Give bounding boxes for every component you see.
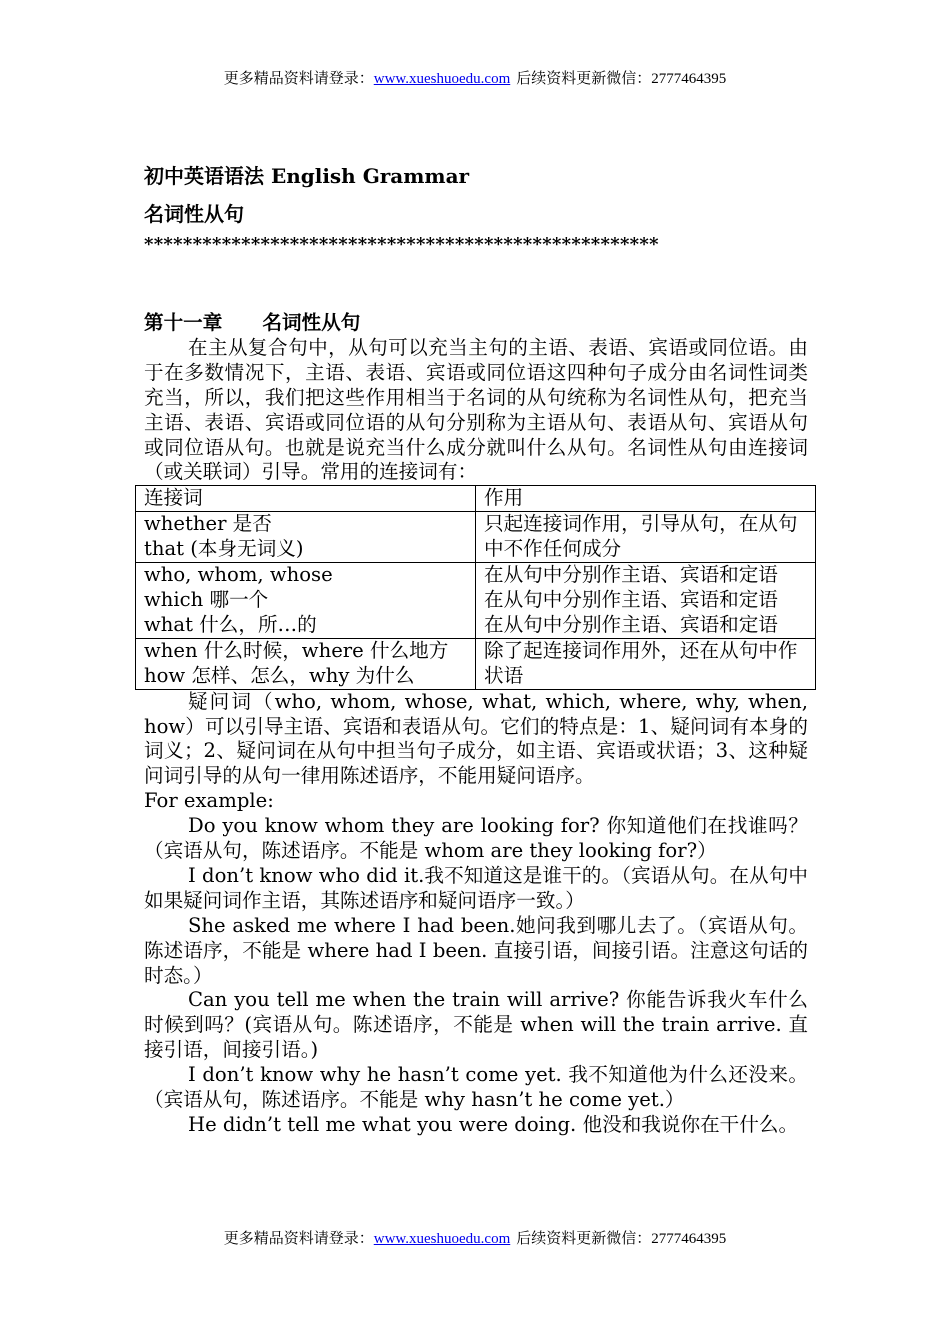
table-cell: 在从句中分别作主语、宾语和定语 在从句中分别作主语、宾语和定语 在从句中分别作主语、宾语和定语 <box>476 563 816 639</box>
connective-table <box>135 485 816 689</box>
chapter-heading <box>144 311 808 336</box>
footer-link[interactable]: www.xueshuoedu.com <box>373 1231 511 1247</box>
header-suffix: 后续资料更新微信：2777464395 <box>516 71 727 87</box>
document-title: 初中英语语法 English Grammar <box>144 164 470 188</box>
page-footer <box>0 1227 950 1248</box>
intro-paragraph: 在主从复合句中，从句可以充当主句的主语、表语、宾语或同位语。由于在多数情况下，主语、表语、宾语或同位语这四种句子成分由名词性词类充当，所以，我们把这些作用相当于名词的从句统称为名词性从句，把充当主语、表语、宾语或同位语的从句分别称为主语从句、表语从句、宾语从句或同位语从句。也就是说充当什么成分就叫什么从句。名词性从句由连接词（或关联词）引导。常用的连接词有： <box>144 335 808 484</box>
table-header-cell: 连接词 <box>136 486 476 512</box>
table-row <box>136 563 816 639</box>
table-cell: when 什么时候，where 什么地方 how 怎样、怎么，why 为什么 <box>136 638 476 689</box>
table-header-row <box>136 486 816 512</box>
header-prefix: 更多精品资料请登录： <box>223 71 374 87</box>
question-words-paragraph: 疑问词（who, whom, whose, what, which, where, why, when, how）可以引导主语、宾语和表语从句。它们的特点是：1、疑问词有本身的词义；2、疑问词在从句中担当句子成分，如主语、宾语或状语；3、这种疑问词引导的从句一律用陈述语序，不能用疑问语序。 <box>144 689 808 788</box>
example-paragraph: Can you tell me when the train will arrive? 你能告诉我火车什么时候到吗？(宾语从句。陈述语序，不能是 when will the train arrive. 直接引语，间接引语。) <box>144 988 808 1062</box>
chapter-title: 名词性从句 <box>262 311 361 334</box>
footer-suffix: 后续资料更新微信：2777464395 <box>516 1231 727 1247</box>
example-paragraph: Do you know whom they are looking for? 你知道他们在找谁吗？（宾语从句，陈述语序。不能是 whom are they looking for?） <box>144 814 808 863</box>
table-row <box>136 512 816 563</box>
chapter-number: 第十一章 <box>144 311 223 334</box>
table-cell: whether 是否 that (本身无词义) <box>136 512 476 563</box>
example-paragraph: I don’t know why he hasn’t come yet. 我不知道他为什么还没来。（宾语从句，陈述语序。不能是 why hasn’t he come yet.） <box>144 1063 808 1112</box>
example-paragraph: She asked me where I had been.她问我到哪儿去了。（宾语从句。陈述语序，不能是 where had I been. 直接引语，间接引语。注意这句话的时态。） <box>144 913 808 987</box>
table-row <box>136 638 816 689</box>
table-cell: 除了起连接词作用外，还在从句中作状语 <box>476 638 816 689</box>
example-paragraph: I don’t know who did it.我不知道这是谁干的。（宾语从句。在从句中如果疑问词作主语，其陈述语序和疑问语序一致。） <box>144 863 808 912</box>
table-cell: 只起连接词作用，引导从句，在从句中不作任何成分 <box>476 512 816 563</box>
section-title: 名词性从句 <box>144 202 244 226</box>
page-header <box>0 67 950 88</box>
header-link[interactable]: www.xueshuoedu.com <box>373 71 511 87</box>
example-paragraph: He didn’t tell me what you were doing. 他没和我说你在干什么。 <box>188 1113 799 1136</box>
main-content <box>144 311 808 1138</box>
for-example-label: For example: <box>144 789 274 813</box>
star-divider: ***************************************************** <box>144 234 659 255</box>
table-cell: who, whom, whose which 哪一个 what 什么，所…的 <box>136 563 476 639</box>
footer-prefix: 更多精品资料请登录： <box>223 1231 374 1247</box>
table-header-cell: 作用 <box>476 486 816 512</box>
